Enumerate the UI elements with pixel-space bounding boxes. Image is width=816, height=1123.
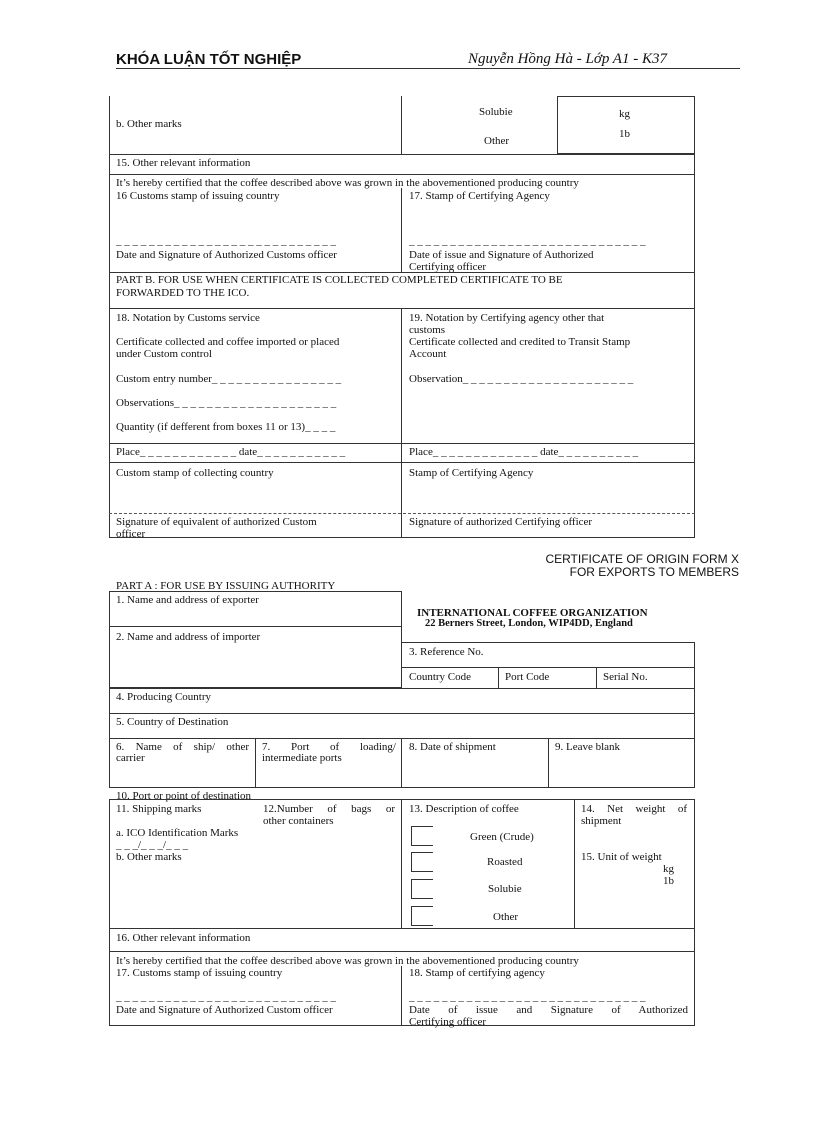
field-4-label: 4. Producing Country bbox=[116, 691, 212, 703]
other-marks-label-2: b. Other marks bbox=[116, 851, 182, 863]
option-roasted: Roasted bbox=[487, 856, 523, 868]
field-6-line-2: carrier bbox=[116, 752, 145, 764]
header-author: Nguyễn Hồng Hà - Lớp A1 - K37 bbox=[468, 51, 667, 67]
date-issue-line-2: Certifying officer bbox=[409, 261, 487, 273]
country-code-label: Country Code bbox=[409, 671, 472, 683]
field-18-label: 18. Notation by Customs service bbox=[116, 312, 260, 324]
field-17-label: 17. Stamp of Certifying Agency bbox=[409, 190, 550, 202]
field-16-label-2: 16. Other relevant information bbox=[116, 932, 251, 944]
place-date-right: Place_ _ _ _ _ _ _ _ _ _ _ _ _ date_ _ _ _ _ _ _ _ _ _ bbox=[409, 446, 639, 458]
field-3-label: 3. Reference No. bbox=[409, 646, 484, 658]
f18-collected-1: Certificate collected and coffee imported or placed bbox=[116, 336, 340, 348]
signature-dashes-right: _ _ _ _ _ _ _ _ _ _ _ _ _ _ _ _ _ _ _ _ _ _ _ _ _ _ _ _ _ bbox=[409, 235, 646, 247]
part-b-line-1: PART B. FOR USE WHEN CERTIFICATE IS COLLECTED COMPLETED CERTIFICATE TO BE bbox=[116, 274, 563, 286]
option-green-crude: Green (Crude) bbox=[470, 831, 534, 843]
field-12-line-2: other containers bbox=[263, 815, 334, 827]
field-16-label: 16 Customs stamp of issuing country bbox=[116, 190, 280, 202]
field-8-label: 8. Date of shipment bbox=[409, 741, 496, 753]
field-19-line-1: 19. Notation by Certifying agency other that bbox=[409, 312, 605, 324]
port-code-label: Port Code bbox=[505, 671, 550, 683]
date-issue-2-line-1: Date of issue and Signature of Authorized bbox=[409, 1004, 688, 1016]
unit-kg-2: kg bbox=[663, 863, 674, 875]
signature-dashes-right-2: _ _ _ _ _ _ _ _ _ _ _ _ _ _ _ _ _ _ _ _ _ _ _ _ _ _ _ _ _ bbox=[409, 991, 646, 1003]
option-soluble: Solubie bbox=[488, 883, 522, 895]
custom-stamp-collecting: Custom stamp of collecting country bbox=[116, 467, 274, 479]
sig-equiv-2: officer bbox=[116, 528, 146, 540]
field-14-line-2: shipment bbox=[581, 815, 622, 827]
field-10-label: 10. Port or point of destination bbox=[116, 790, 252, 802]
other-marks-label: b. Other marks bbox=[116, 118, 182, 130]
header-title: KHÓA LUẬN TỐT NGHIỆP bbox=[116, 51, 302, 68]
unit-kg: kg bbox=[619, 108, 630, 120]
field-5-label: 5. Country of Destination bbox=[116, 716, 229, 728]
ico-name: INTERNATIONAL COFFEE ORGANIZATION bbox=[417, 607, 648, 619]
field-15-unit-label: 15. Unit of weight bbox=[581, 851, 662, 863]
f19-collected-1: Certificate collected and credited to Transit Stamp bbox=[409, 336, 631, 348]
serial-no-label: Serial No. bbox=[603, 671, 648, 683]
date-signature-customs: Date and Signature of Authorized Customs officer bbox=[116, 249, 337, 261]
quantity-line: Quantity (if defferent from boxes 11 or 13)_ _ _ _ bbox=[116, 421, 336, 433]
field-1-label: 1. Name and address of exporter bbox=[116, 594, 259, 606]
certification-statement-2: It’s hereby certified that the coffee described above was grown in the abovementioned producing country bbox=[116, 955, 579, 967]
header-rule bbox=[116, 68, 740, 69]
checkbox-other[interactable] bbox=[411, 906, 433, 926]
f18-collected-2: under Custom control bbox=[116, 348, 212, 360]
stamp-certifying-agency: Stamp of Certifying Agency bbox=[409, 467, 534, 479]
soluble-label: Solubie bbox=[479, 106, 513, 118]
date-issue-2-line-2: Certifying officer bbox=[409, 1016, 487, 1028]
part-b-line-2: FORWARDED TO THE ICO. bbox=[116, 287, 250, 299]
field-14-line-1: 14. Net weight of bbox=[581, 803, 687, 815]
field-19-line-2: customs bbox=[409, 324, 446, 336]
custom-entry-number: Custom entry number_ _ _ _ _ _ _ _ _ _ _ _ _ _ _ _ bbox=[116, 373, 342, 385]
f19-collected-2: Account bbox=[409, 348, 447, 360]
field-7-line-2: intermediate ports bbox=[262, 752, 342, 764]
field-6-line-1: 6. Name of ship/ other bbox=[116, 741, 249, 753]
date-issue-line-1: Date of issue and Signature of Authorized bbox=[409, 249, 594, 261]
form-x-title-2: FOR EXPORTS TO MEMBERS bbox=[569, 565, 739, 579]
field-2-label: 2. Name and address of importer bbox=[116, 631, 261, 643]
place-date-left: Place_ _ _ _ _ _ _ _ _ _ _ _ date_ _ _ _ _ _ _ _ _ _ _ bbox=[116, 446, 346, 458]
certification-statement: It’s hereby certified that the coffee described above was grown in the abovementioned producing country bbox=[116, 177, 579, 189]
unit-lb: 1b bbox=[619, 128, 630, 140]
sig-authorized-certifying: Signature of authorized Certifying officer bbox=[409, 516, 593, 528]
option-other: Other bbox=[493, 911, 519, 923]
part-a-label: PART A : FOR USE BY ISSUING AUTHORITY bbox=[116, 580, 336, 592]
field-18-label-2: 18. Stamp of certifying agency bbox=[409, 967, 545, 979]
field-12-line-1: 12.Number of bags or bbox=[263, 803, 395, 815]
observation-right: Observation_ _ _ _ _ _ _ _ _ _ _ _ _ _ _ _ _ _ _ _ _ bbox=[409, 373, 634, 385]
form-x-title-1: CERTIFICATE OF ORIGIN FORM X bbox=[545, 552, 739, 566]
ico-id-marks-dashes: _ _ _/_ _ _/_ _ _ bbox=[116, 839, 189, 851]
other-label: Other bbox=[484, 135, 510, 147]
field-13-label: 13. Description of coffee bbox=[409, 803, 519, 815]
unit-lb-2: 1b bbox=[663, 875, 674, 887]
signature-dashes-left-2: _ _ _ _ _ _ _ _ _ _ _ _ _ _ _ _ _ _ _ _ _ _ _ _ _ _ _ bbox=[116, 991, 336, 1003]
field-17-label-2: 17. Customs stamp of issuing country bbox=[116, 967, 283, 979]
checkbox-soluble[interactable] bbox=[411, 879, 433, 899]
field-11-label: 11. Shipping marks bbox=[116, 803, 202, 815]
checkbox-green[interactable] bbox=[411, 826, 433, 846]
field-9-label: 9. Leave blank bbox=[555, 741, 621, 753]
ico-address: 22 Berners Street, London, WIP4DD, England bbox=[425, 618, 633, 629]
date-signature-custom-2: Date and Signature of Authorized Custom officer bbox=[116, 1004, 333, 1016]
field-15-label: 15. Other relevant information bbox=[116, 157, 251, 169]
field-7-line-1: 7. Port of loading/ bbox=[262, 741, 396, 753]
checkbox-roasted[interactable] bbox=[411, 852, 433, 872]
sig-equiv-1: Signature of equivalent of authorized Custom bbox=[116, 516, 317, 528]
signature-dashes-left: _ _ _ _ _ _ _ _ _ _ _ _ _ _ _ _ _ _ _ _ _ _ _ _ _ _ _ bbox=[116, 235, 336, 247]
ico-id-marks-label: a. ICO Identification Marks bbox=[116, 827, 239, 839]
observations-left: Observations_ _ _ _ _ _ _ _ _ _ _ _ _ _ _ _ _ _ _ _ bbox=[116, 397, 337, 409]
